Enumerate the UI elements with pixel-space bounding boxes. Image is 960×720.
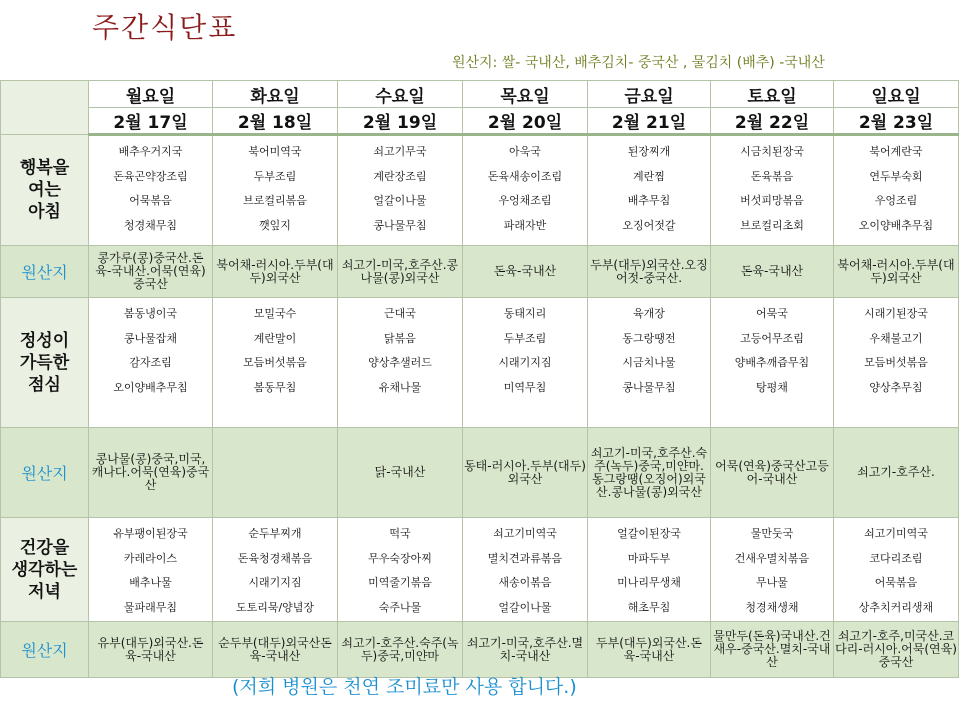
menu-cell	[213, 298, 338, 428]
origin-cell: 물만두(돈육)국내산.건새우-중국산.멸치-국내산	[711, 622, 834, 678]
menu-item: 떡국	[389, 527, 411, 540]
menu-item: 배추무침	[627, 194, 671, 207]
menu-item: 쇠고기미역국	[864, 527, 928, 540]
menu-item: 두부조림	[503, 331, 547, 345]
menu-item: 시래기된장국	[864, 307, 928, 320]
menu-item: 깻잎지	[259, 218, 291, 232]
menu-item: 얼갈이된장국	[617, 527, 681, 540]
menu-item: 카레라이스	[123, 551, 178, 565]
origin-row	[1, 428, 959, 518]
menu-item: 물만둣국	[750, 527, 794, 540]
date-header: 2월 18일	[213, 108, 338, 135]
meal-label	[1, 298, 89, 428]
menu-item: 멸치견과류볶음	[487, 551, 563, 565]
meal-label-line: 정성이	[19, 330, 70, 351]
meal-label-line: 건강을	[19, 537, 70, 558]
origin-cell: 돈육-국내산	[711, 246, 834, 298]
origin-cell: 콩가루(콩)중국산.돈육-국내산.어묵(연육)중국산	[89, 246, 213, 298]
menu-item: 얼갈이나물	[373, 194, 427, 207]
origin-label: 원산지	[1, 428, 89, 518]
date-header: 2월 23일	[834, 108, 959, 135]
menu-item: 오이양배추무침	[858, 218, 934, 232]
menu-cell	[463, 298, 588, 428]
date-header: 2월 22일	[711, 108, 834, 135]
origin-cell: 콩나물(콩)중국,미국,캐나다.어묵(연육)중국산	[89, 428, 213, 518]
menu-cell	[338, 298, 463, 428]
menu-item: 육개장	[633, 307, 665, 320]
menu-cell	[588, 518, 711, 622]
menu-item: 물파래무침	[123, 600, 178, 614]
menu-item: 근대국	[384, 307, 416, 320]
origin-cell: 북어채-러시아.두부(대두)외국산	[834, 246, 959, 298]
menu-item: 북어계란국	[869, 145, 923, 158]
meal-label-line: 가득한	[19, 352, 70, 373]
meal-label-line: 점심	[28, 374, 61, 395]
menu-item: 청경채무침	[123, 218, 178, 232]
menu-item: 콩나물무침	[622, 380, 676, 394]
origin-cell: 쇠고기-미국,호주산.숙주(녹두)중국,미얀마.동그랑땡(오징어)외국산.콩나물(콩)외국산	[588, 428, 711, 518]
menu-item: 유채나물	[378, 380, 422, 394]
menu-item: 감자조림	[129, 356, 172, 369]
menu-item: 시래기지짐	[248, 576, 302, 589]
menu-item: 브로컬리볶음	[243, 194, 307, 207]
origin-cell: 동태-러시아.두부(대두)외국산	[463, 428, 588, 518]
menu-item: 동그랑땡전	[622, 331, 676, 345]
menu-item: 오이양배추무침	[113, 380, 188, 394]
menu-cell	[463, 518, 588, 622]
footer-note: (저희 병원은 천연 조미료만 사용 합니다.)	[232, 676, 577, 698]
menu-cell	[588, 135, 711, 246]
date-header: 2월 20일	[463, 108, 588, 135]
menu-item: 파래자반	[503, 218, 547, 232]
meal-label-line: 생각하는	[11, 559, 78, 580]
menu-item: 버섯피망볶음	[740, 194, 804, 207]
menu-item: 시래기지짐	[498, 356, 552, 369]
menu-item: 유부팽이된장국	[113, 527, 188, 540]
menu-item: 동태지리	[503, 307, 547, 320]
menu-item: 탕평채	[756, 380, 788, 394]
menu-cell	[711, 135, 834, 246]
menu-cell	[89, 135, 213, 246]
weekly-menu-table	[0, 80, 959, 678]
menu-item: 새송이볶음	[498, 576, 552, 589]
menu-cell	[89, 518, 213, 622]
origin-cell: 유부(대두)외국산.돈육-국내산	[89, 622, 213, 678]
menu-cell	[588, 298, 711, 428]
origin-cell: 닭-국내산	[338, 428, 463, 518]
menu-item: 콩나물무침	[373, 218, 427, 232]
menu-item: 콩나물잡채	[123, 331, 178, 345]
menu-item: 어묵볶음	[874, 576, 918, 589]
origin-cell: 쇠고기-호주산.숙주(녹두)중국,미얀마	[338, 622, 463, 678]
menu-item: 쇠고기무국	[373, 145, 427, 158]
origin-label: 원산지	[1, 622, 89, 678]
menu-item: 시금치된장국	[740, 145, 804, 158]
origin-row	[1, 622, 959, 678]
origin-cell	[213, 428, 338, 518]
page-title: 주간식단표	[92, 11, 238, 44]
day-header: 토요일	[711, 81, 834, 108]
menu-cell	[338, 518, 463, 622]
menu-item: 배추우거지국	[118, 145, 183, 158]
menu-cell	[834, 518, 959, 622]
day-header-row	[1, 81, 959, 108]
meal-label	[1, 135, 89, 246]
menu-item: 모밀국수	[253, 307, 297, 320]
origin-cell: 순두부(대두)외국산돈육-국내산	[213, 622, 338, 678]
menu-item: 코다리조림	[869, 551, 923, 565]
menu-cell	[711, 298, 834, 428]
menu-item: 미역줄기볶음	[368, 576, 432, 589]
menu-item: 계란장조림	[373, 169, 427, 183]
menu-item: 계란말이	[253, 331, 297, 345]
day-header: 월요일	[89, 81, 213, 108]
date-header: 2월 17일	[89, 108, 213, 135]
menu-item: 무우숙장아찌	[368, 551, 432, 565]
menu-item: 우채불고기	[869, 331, 923, 345]
menu-item: 닭볶음	[384, 331, 416, 345]
menu-item: 배추나물	[129, 576, 172, 589]
meal-label-line: 여는	[28, 180, 61, 200]
menu-item: 청경채생채	[745, 600, 799, 614]
menu-item: 돈육곤약장조림	[113, 169, 188, 183]
menu-item: 고등어무조림	[740, 331, 804, 345]
origin-cell: 어묵(연육)중국산고등어-국내산	[711, 428, 834, 518]
menu-cell	[463, 135, 588, 246]
day-header: 목요일	[463, 81, 588, 108]
menu-item: 해초무침	[627, 600, 671, 614]
menu-item: 도토리묵/양념장	[235, 600, 315, 614]
origin-cell: 쇠고기-호주,미국산.코다리-러시아.어묵(연육)중국산	[834, 622, 959, 678]
origin-cell: 북어채-러시아.두부(대두)외국산	[213, 246, 338, 298]
menu-cell	[213, 135, 338, 246]
day-header: 화요일	[213, 81, 338, 108]
meal-label	[1, 518, 89, 622]
menu-item: 모듬버섯볶음	[243, 356, 307, 369]
menu-item: 돈육청경채볶음	[237, 551, 313, 565]
menu-item: 두부조림	[253, 169, 297, 183]
day-header: 일요일	[834, 81, 959, 108]
corner-cell	[1, 81, 89, 135]
menu-item: 아욱국	[509, 145, 541, 158]
menu-cell	[89, 298, 213, 428]
origin-note: 원산지: 쌀- 국내산, 배추김치- 중국산 , 물김치 (배추) -국내산	[452, 55, 825, 71]
menu-item: 돈육볶음	[750, 169, 794, 183]
menu-item: 건새우멸치볶음	[734, 551, 810, 565]
origin-row	[1, 246, 959, 298]
menu-item: 무나물	[756, 576, 788, 589]
date-header-row	[1, 108, 959, 135]
menu-item: 우엉조림	[874, 194, 918, 207]
menu-item: 돈육새송이조림	[487, 169, 563, 183]
menu-item: 오징어젓갈	[622, 218, 676, 232]
menu-cell	[834, 135, 959, 246]
menu-cell	[213, 518, 338, 622]
meal-label-line: 아침	[28, 202, 61, 222]
origin-cell: 쇠고기-미국,호주산.콩나물(콩)외국산	[338, 246, 463, 298]
meal-label-line: 저녁	[28, 581, 61, 602]
date-header: 2월 19일	[338, 108, 463, 135]
menu-item: 미역무침	[503, 380, 547, 394]
menu-item: 상추치커리생채	[858, 600, 934, 614]
menu-cell	[338, 135, 463, 246]
menu-item: 우엉채조림	[498, 194, 552, 207]
meal-row	[1, 135, 959, 246]
menu-item: 북어미역국	[248, 145, 302, 158]
origin-cell: 두부(대두)외국산.오징어젓-중국산.	[588, 246, 711, 298]
menu-item: 양상추무침	[869, 380, 923, 394]
origin-cell: 쇠고기-미국,호주산.멸치-국내산	[463, 622, 588, 678]
menu-item: 연두부숙회	[869, 169, 923, 183]
meal-label-line: 행복을	[19, 158, 70, 178]
day-header: 수요일	[338, 81, 463, 108]
menu-item: 마파두부	[627, 551, 671, 565]
menu-item: 브로컬리초회	[740, 218, 804, 232]
menu-item: 쇠고기미역국	[493, 527, 557, 540]
menu-item: 얼갈이나물	[498, 600, 552, 614]
origin-cell: 돈육-국내산	[463, 246, 588, 298]
menu-cell	[834, 298, 959, 428]
origin-cell: 두부(대두)외국산.돈육-국내산	[588, 622, 711, 678]
menu-item: 순두부찌개	[248, 527, 302, 540]
menu-item: 봄동냉이국	[123, 307, 178, 320]
menu-item: 미나리무생채	[617, 576, 681, 589]
menu-item: 된장찌개	[627, 145, 671, 158]
menu-item: 숙주나물	[378, 600, 422, 614]
meal-row	[1, 518, 959, 622]
meal-row	[1, 298, 959, 428]
menu-item: 봄동무침	[253, 380, 297, 394]
menu-item: 어묵볶음	[129, 194, 172, 207]
menu-cell	[711, 518, 834, 622]
origin-cell: 쇠고기-호주산.	[834, 428, 959, 518]
menu-item: 계란찜	[633, 169, 665, 183]
menu-item: 모듬버섯볶음	[864, 356, 928, 369]
date-header: 2월 21일	[588, 108, 711, 135]
menu-item: 양상추샐러드	[368, 356, 432, 369]
menu-item: 어묵국	[756, 307, 788, 320]
origin-label: 원산지	[1, 246, 89, 298]
menu-item: 양배추깨즙무침	[734, 356, 810, 369]
menu-item: 시금치나물	[622, 356, 676, 369]
day-header: 금요일	[588, 81, 711, 108]
